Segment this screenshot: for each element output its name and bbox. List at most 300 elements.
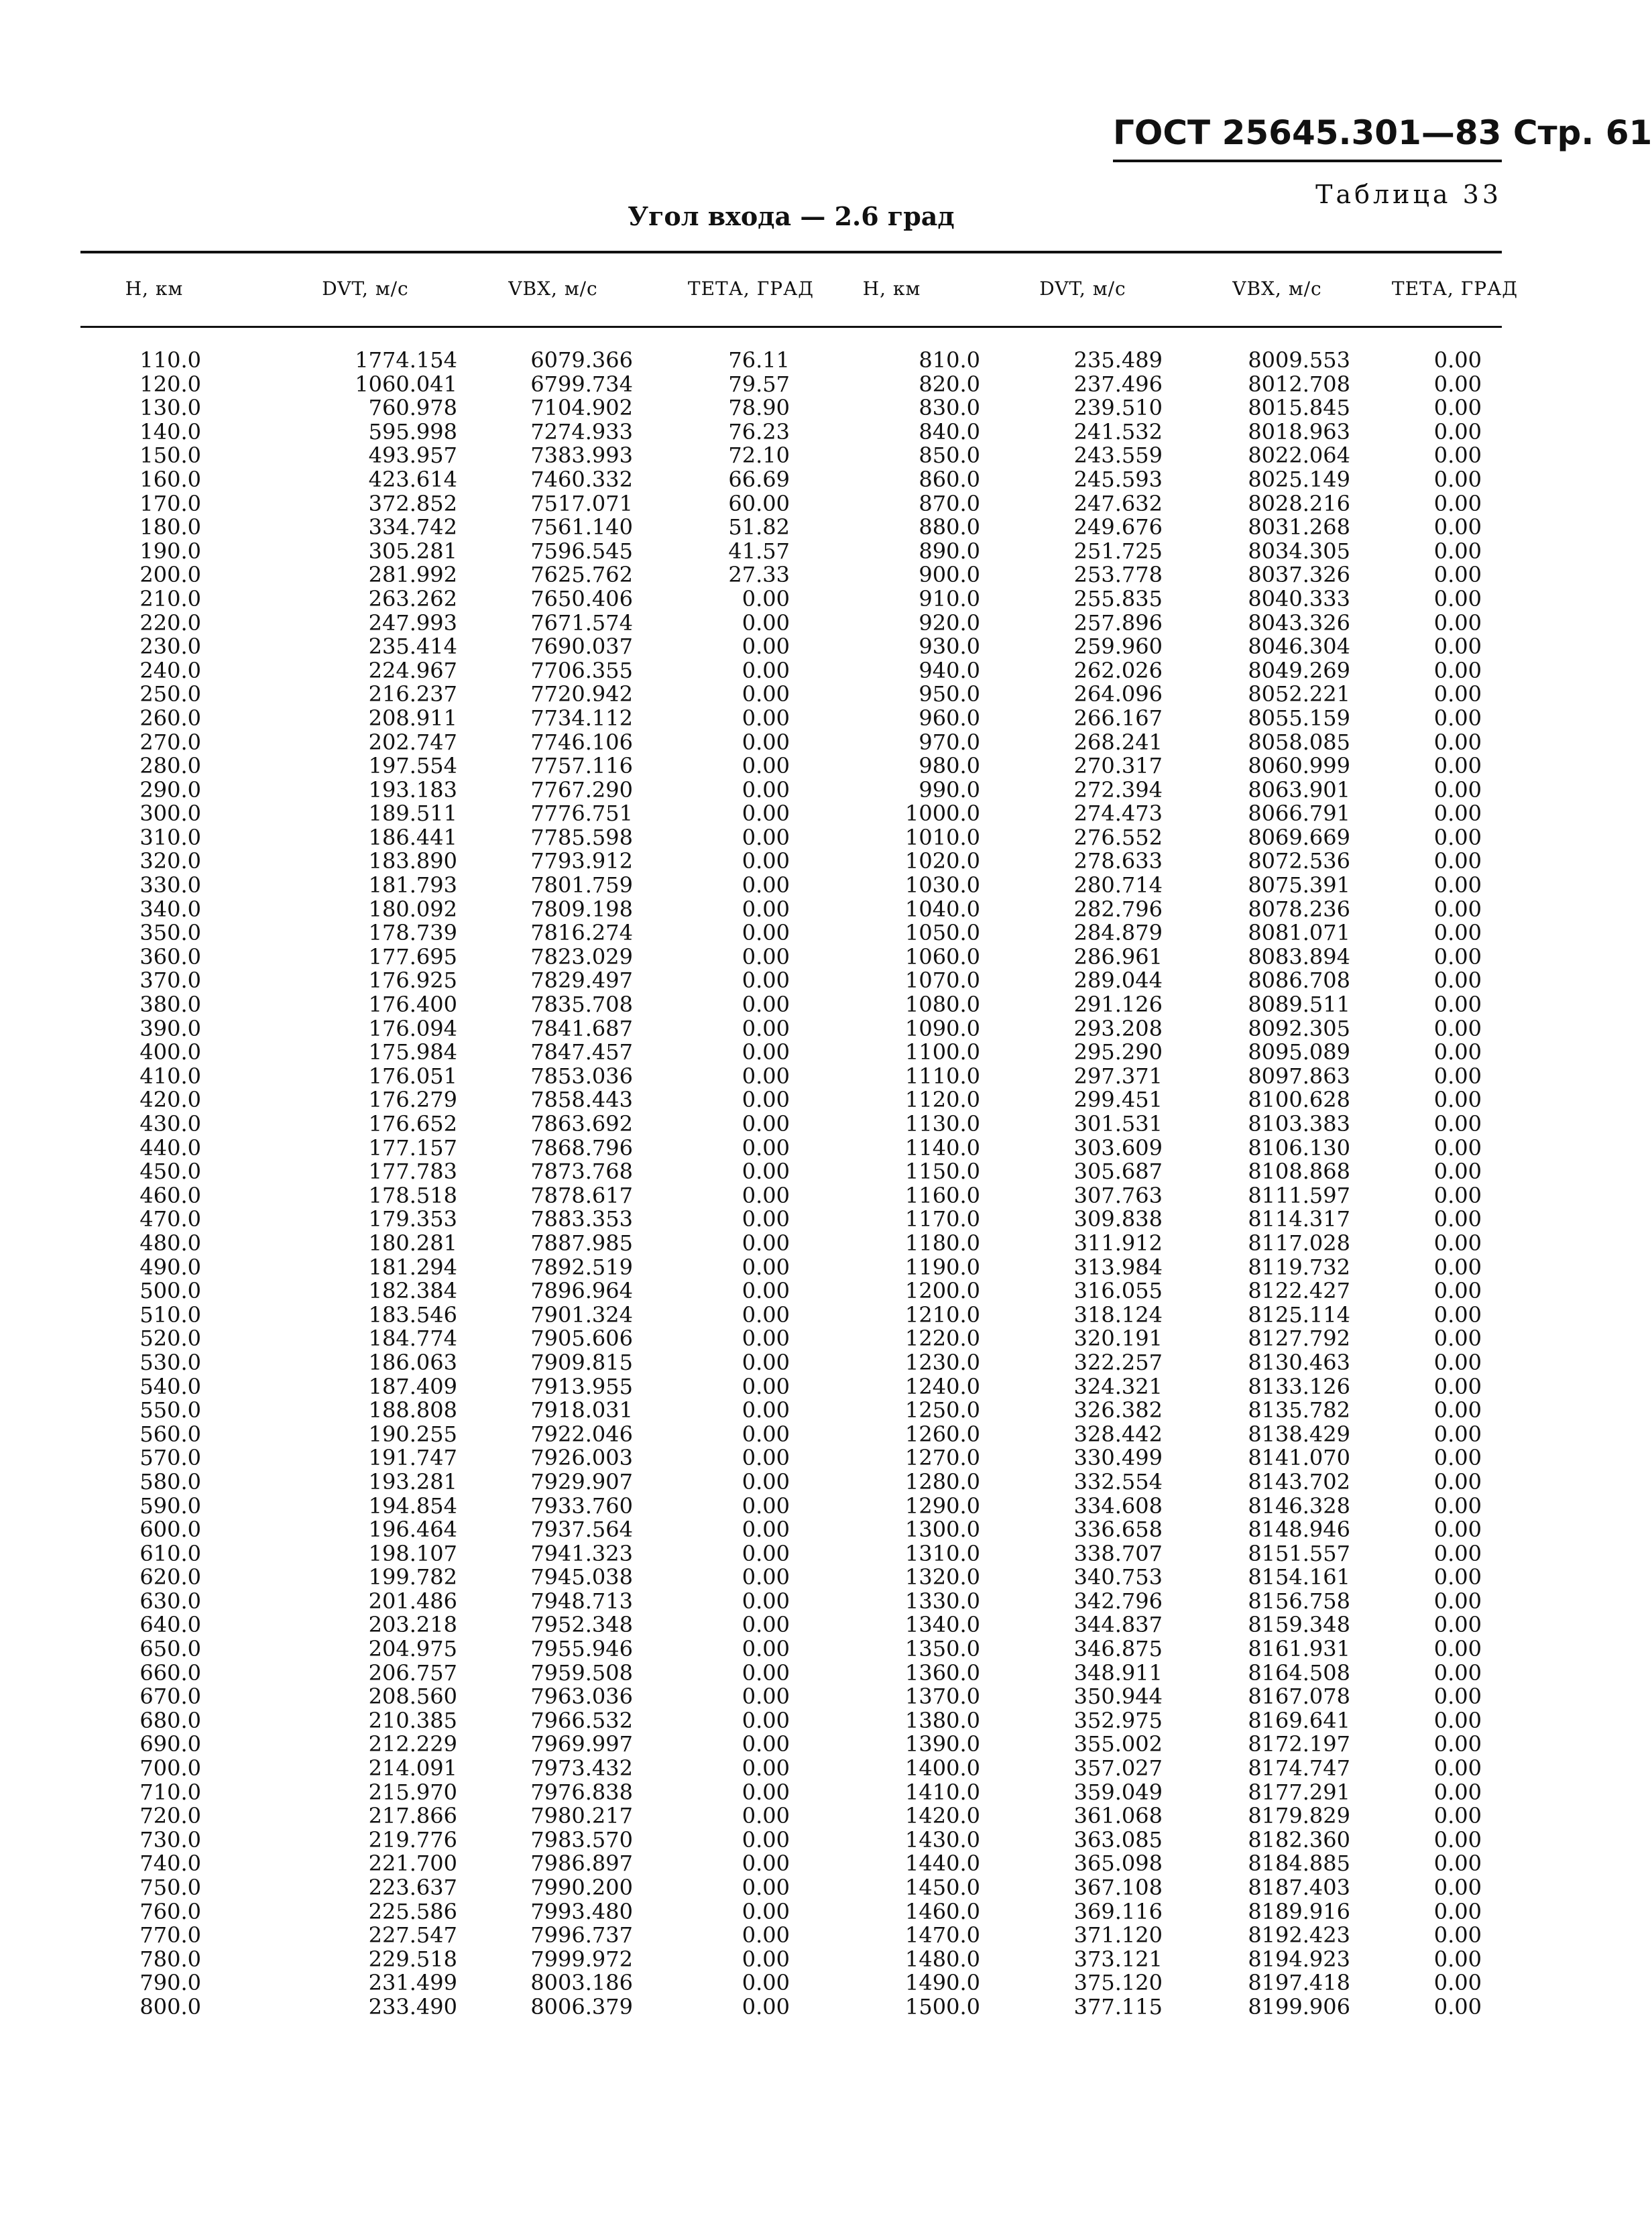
table-row <box>80 898 1502 922</box>
cell-h-km-right: 840.0 <box>919 418 980 445</box>
cell-dvt: 1060.041 <box>355 371 457 397</box>
cell-teta: 41.57 <box>728 538 790 564</box>
cell-dvt-right: 268.241 <box>1073 729 1163 755</box>
cell-h-km: 700.0 <box>139 1755 201 1781</box>
cell-dvt-right: 251.725 <box>1073 538 1163 564</box>
table-row <box>80 1661 1502 1686</box>
cell-dvt: 214.091 <box>368 1755 457 1781</box>
table-row <box>80 1733 1502 1757</box>
cell-dvt-right: 257.896 <box>1073 609 1163 636</box>
cell-vbx-right: 8154.161 <box>1248 1564 1350 1590</box>
cell-dvt: 305.281 <box>368 538 457 564</box>
cell-dvt-right: 371.120 <box>1073 1922 1163 1948</box>
cell-dvt-right: 276.552 <box>1073 824 1163 850</box>
table-row <box>80 1637 1502 1661</box>
table-row <box>80 1495 1502 1519</box>
cell-vbx: 7973.432 <box>530 1755 633 1781</box>
cell-h-km-right: 1500.0 <box>905 1993 980 2020</box>
cell-teta-right: 0.00 <box>1433 1612 1482 1638</box>
cell-dvt-right: 367.108 <box>1073 1875 1163 1900</box>
column-header-vbx: VBX, м/с <box>508 278 598 300</box>
cell-teta: 0.00 <box>742 1851 790 1877</box>
cell-teta-right: 0.00 <box>1433 1826 1482 1853</box>
cell-h-km-right: 900.0 <box>919 562 980 588</box>
cell-teta-right: 0.00 <box>1433 1540 1482 1566</box>
table-row <box>80 1112 1502 1136</box>
cell-dvt-right: 375.120 <box>1073 1970 1163 1996</box>
cell-vbx: 7720.942 <box>530 681 633 707</box>
cell-teta-right: 0.00 <box>1433 609 1482 636</box>
cell-teta: 0.00 <box>742 1301 790 1328</box>
table-row <box>80 1423 1502 1447</box>
cell-vbx-right: 8066.791 <box>1248 801 1350 827</box>
cell-dvt-right: 313.984 <box>1073 1254 1163 1280</box>
cell-vbx-right: 8081.071 <box>1248 920 1350 946</box>
cell-h-km-right: 1460.0 <box>905 1898 980 1924</box>
cell-teta: 0.00 <box>742 609 790 636</box>
cell-teta-right: 0.00 <box>1433 585 1482 611</box>
cell-dvt: 196.464 <box>368 1517 457 1543</box>
table-row <box>80 516 1502 540</box>
cell-h-km: 440.0 <box>139 1134 201 1161</box>
cell-dvt: 233.490 <box>368 1993 457 2020</box>
cell-h-km-right: 1170.0 <box>905 1206 980 1232</box>
cell-vbx: 7841.687 <box>530 1015 633 1041</box>
cell-vbx: 7878.617 <box>530 1182 633 1208</box>
cell-teta: 51.82 <box>728 514 790 540</box>
column-header-teta-right: ТЕТА, ГРАД <box>1391 278 1519 300</box>
table-row <box>80 540 1502 564</box>
cell-dvt: 203.218 <box>368 1612 457 1638</box>
cell-h-km-right: 830.0 <box>919 395 980 421</box>
cell-teta: 0.00 <box>742 1875 790 1900</box>
cell-h-km: 790.0 <box>139 1970 201 1996</box>
cell-dvt-right: 259.960 <box>1073 634 1163 660</box>
table-row <box>80 1828 1502 1853</box>
cell-teta-right: 0.00 <box>1433 1946 1482 1972</box>
cell-teta: 0.00 <box>742 1326 790 1352</box>
cell-vbx: 7955.946 <box>530 1636 633 1662</box>
cell-h-km-right: 920.0 <box>919 609 980 636</box>
cell-vbx: 7460.332 <box>530 466 633 492</box>
cell-h-km: 530.0 <box>139 1349 201 1375</box>
cell-vbx: 7767.290 <box>530 776 633 803</box>
cell-vbx-right: 8192.423 <box>1248 1922 1350 1948</box>
cell-vbx: 6799.734 <box>530 371 633 397</box>
table-row <box>80 731 1502 755</box>
cell-h-km: 710.0 <box>139 1779 201 1805</box>
cell-h-km-right: 1230.0 <box>905 1349 980 1375</box>
cell-vbx: 7887.985 <box>530 1230 633 1256</box>
cell-dvt-right: 373.121 <box>1073 1946 1163 1972</box>
cell-vbx-right: 8111.597 <box>1248 1182 1350 1208</box>
cell-vbx: 8003.186 <box>530 1970 633 1996</box>
cell-dvt: 178.739 <box>368 920 457 946</box>
cell-vbx-right: 8164.508 <box>1248 1659 1350 1686</box>
cell-h-km: 110.0 <box>139 347 201 373</box>
cell-teta: 0.00 <box>742 1254 790 1280</box>
table-row <box>80 826 1502 850</box>
cell-h-km: 610.0 <box>139 1540 201 1566</box>
table-row <box>80 1208 1502 1232</box>
cell-teta: 0.00 <box>742 634 790 660</box>
cell-vbx: 7948.713 <box>530 1588 633 1614</box>
cell-dvt-right: 249.676 <box>1073 514 1163 540</box>
cell-vbx-right: 8034.305 <box>1248 538 1350 564</box>
table-row <box>80 444 1502 468</box>
cell-h-km-right: 870.0 <box>919 490 980 516</box>
cell-teta-right: 0.00 <box>1433 1349 1482 1375</box>
cell-vbx-right: 8018.963 <box>1248 418 1350 445</box>
cell-vbx-right: 8043.326 <box>1248 609 1350 636</box>
cell-h-km-right: 1400.0 <box>905 1755 980 1781</box>
cell-h-km: 470.0 <box>139 1206 201 1232</box>
cell-teta: 0.00 <box>742 943 790 970</box>
cell-h-km: 510.0 <box>139 1301 201 1328</box>
cell-vbx-right: 8199.906 <box>1248 1993 1350 2020</box>
cell-dvt-right: 305.687 <box>1073 1159 1163 1185</box>
cell-dvt: 176.925 <box>368 968 457 994</box>
cell-h-km-right: 1210.0 <box>905 1301 980 1328</box>
table-row <box>80 349 1502 373</box>
cell-teta-right: 0.00 <box>1433 562 1482 588</box>
cell-vbx: 7959.508 <box>530 1659 633 1686</box>
cell-vbx-right: 8167.078 <box>1248 1684 1350 1710</box>
cell-h-km: 620.0 <box>139 1564 201 1590</box>
cell-dvt: 223.637 <box>368 1875 457 1900</box>
table-row <box>80 1065 1502 1089</box>
cell-teta: 0.00 <box>742 1588 790 1614</box>
cell-dvt-right: 303.609 <box>1073 1134 1163 1161</box>
cell-h-km: 540.0 <box>139 1373 201 1399</box>
cell-h-km: 340.0 <box>139 896 201 922</box>
cell-vbx-right: 8125.114 <box>1248 1301 1350 1328</box>
cell-dvt: 227.547 <box>368 1922 457 1948</box>
cell-vbx: 7986.897 <box>530 1851 633 1877</box>
table-row <box>80 945 1502 970</box>
table-row <box>80 611 1502 636</box>
cell-teta: 0.00 <box>742 1397 790 1423</box>
cell-vbx-right: 8141.070 <box>1248 1445 1350 1471</box>
cell-h-km: 150.0 <box>139 443 201 469</box>
cell-dvt: 208.911 <box>368 705 457 731</box>
cell-h-km-right: 1090.0 <box>905 1015 980 1041</box>
cell-teta-right: 0.00 <box>1433 1397 1482 1423</box>
cell-teta: 0.00 <box>742 1278 790 1304</box>
cell-h-km: 570.0 <box>139 1445 201 1471</box>
cell-h-km-right: 960.0 <box>919 705 980 731</box>
cell-h-km: 290.0 <box>139 776 201 803</box>
cell-vbx: 7941.323 <box>530 1540 633 1566</box>
cell-dvt: 225.586 <box>368 1898 457 1924</box>
table-row <box>80 1232 1502 1256</box>
cell-dvt: 1774.154 <box>355 347 457 373</box>
cell-vbx-right: 8086.708 <box>1248 968 1350 994</box>
cell-teta: 0.00 <box>742 1493 790 1519</box>
cell-teta-right: 0.00 <box>1433 1755 1482 1781</box>
cell-teta-right: 0.00 <box>1433 1659 1482 1686</box>
cell-vbx: 7896.964 <box>530 1278 633 1304</box>
cell-dvt: 760.978 <box>368 395 457 421</box>
cell-dvt-right: 346.875 <box>1073 1636 1163 1662</box>
cell-h-km: 120.0 <box>139 371 201 397</box>
cell-h-km-right: 1450.0 <box>905 1875 980 1900</box>
cell-dvt: 191.747 <box>368 1445 457 1471</box>
cell-h-km-right: 1490.0 <box>905 1970 980 1996</box>
cell-teta: 0.00 <box>742 1946 790 1972</box>
cell-teta-right: 0.00 <box>1433 1517 1482 1543</box>
cell-teta: 0.00 <box>742 1898 790 1924</box>
cell-dvt-right: 247.632 <box>1073 490 1163 516</box>
cell-vbx-right: 8179.829 <box>1248 1803 1350 1829</box>
cell-dvt-right: 328.442 <box>1073 1421 1163 1447</box>
cell-h-km-right: 1300.0 <box>905 1517 980 1543</box>
cell-vbx-right: 8182.360 <box>1248 1826 1350 1853</box>
cell-teta-right: 0.00 <box>1433 1993 1482 2020</box>
cell-dvt-right: 245.593 <box>1073 466 1163 492</box>
cell-teta-right: 0.00 <box>1433 1182 1482 1208</box>
cell-h-km: 180.0 <box>139 514 201 540</box>
cell-teta-right: 0.00 <box>1433 1373 1482 1399</box>
cell-h-km: 370.0 <box>139 968 201 994</box>
cell-teta: 0.00 <box>742 681 790 707</box>
cell-h-km-right: 1130.0 <box>905 1111 980 1136</box>
cell-teta: 72.10 <box>728 443 790 469</box>
table-row <box>80 587 1502 611</box>
cell-teta: 66.69 <box>728 466 790 492</box>
cell-h-km-right: 1260.0 <box>905 1421 980 1447</box>
cell-vbx-right: 8063.901 <box>1248 776 1350 803</box>
cell-dvt: 212.229 <box>368 1731 457 1757</box>
cell-dvt: 176.400 <box>368 992 457 1018</box>
cell-vbx: 7873.768 <box>530 1159 633 1185</box>
cell-dvt-right: 342.796 <box>1073 1588 1163 1614</box>
cell-h-km-right: 880.0 <box>919 514 980 540</box>
cell-h-km: 680.0 <box>139 1707 201 1733</box>
cell-dvt-right: 365.098 <box>1073 1851 1163 1877</box>
cell-teta-right: 0.00 <box>1433 992 1482 1018</box>
cell-h-km: 660.0 <box>139 1659 201 1686</box>
cell-teta: 0.00 <box>742 1063 790 1089</box>
cell-teta: 0.00 <box>742 1015 790 1041</box>
cell-vbx-right: 8089.511 <box>1248 992 1350 1018</box>
cell-h-km: 560.0 <box>139 1421 201 1447</box>
cell-teta-right: 0.00 <box>1433 1731 1482 1757</box>
cell-vbx-right: 8046.304 <box>1248 634 1350 660</box>
cell-dvt: 216.237 <box>368 681 457 707</box>
table-row <box>80 468 1502 492</box>
cell-vbx-right: 8159.348 <box>1248 1612 1350 1638</box>
cell-teta: 0.00 <box>742 1540 790 1566</box>
cell-teta: 0.00 <box>742 1707 790 1733</box>
cell-vbx: 7918.031 <box>530 1397 633 1423</box>
cell-vbx-right: 8174.747 <box>1248 1755 1350 1781</box>
cell-dvt: 178.518 <box>368 1182 457 1208</box>
cell-teta-right: 0.00 <box>1433 1301 1482 1328</box>
cell-h-km: 670.0 <box>139 1684 201 1710</box>
cell-teta: 0.00 <box>742 1684 790 1710</box>
cell-dvt: 180.092 <box>368 896 457 922</box>
cell-dvt-right: 243.559 <box>1073 443 1163 469</box>
cell-vbx: 7858.443 <box>530 1087 633 1113</box>
cell-h-km-right: 1120.0 <box>905 1087 980 1113</box>
cell-vbx: 7734.112 <box>530 705 633 731</box>
cell-dvt: 221.700 <box>368 1851 457 1877</box>
cell-vbx-right: 8069.669 <box>1248 824 1350 850</box>
table-row <box>80 1184 1502 1208</box>
cell-dvt-right: 369.116 <box>1073 1898 1163 1924</box>
column-header-h-km-right: H, км <box>862 278 921 300</box>
cell-vbx-right: 8095.089 <box>1248 1039 1350 1065</box>
table-row <box>80 373 1502 397</box>
cell-dvt: 334.742 <box>368 514 457 540</box>
table-row <box>80 1566 1502 1590</box>
cell-teta-right: 0.00 <box>1433 1039 1482 1065</box>
cell-vbx-right: 8083.894 <box>1248 943 1350 970</box>
cell-teta: 0.00 <box>742 992 790 1018</box>
table-row <box>80 754 1502 778</box>
cell-h-km: 650.0 <box>139 1636 201 1662</box>
cell-teta: 0.00 <box>742 1373 790 1399</box>
cell-teta: 0.00 <box>742 585 790 611</box>
cell-vbx-right: 8133.126 <box>1248 1373 1350 1399</box>
table-row <box>80 635 1502 659</box>
cell-teta: 0.00 <box>742 1826 790 1853</box>
cell-teta: 0.00 <box>742 1230 790 1256</box>
cell-h-km: 500.0 <box>139 1278 201 1304</box>
cell-h-km: 520.0 <box>139 1326 201 1352</box>
cell-h-km: 800.0 <box>139 1993 201 2020</box>
cell-vbx: 7793.912 <box>530 848 633 874</box>
cell-dvt: 189.511 <box>368 801 457 827</box>
table-row <box>80 778 1502 803</box>
cell-vbx: 7104.902 <box>530 395 633 421</box>
cell-dvt: 182.384 <box>368 1278 457 1304</box>
cell-dvt: 183.546 <box>368 1301 457 1328</box>
cell-vbx: 7690.037 <box>530 634 633 660</box>
cell-h-km: 270.0 <box>139 729 201 755</box>
cell-h-km: 210.0 <box>139 585 201 611</box>
cell-dvt-right: 301.531 <box>1073 1111 1163 1136</box>
column-header-vbx-right: VBX, м/с <box>1232 278 1322 300</box>
cell-teta-right: 0.00 <box>1433 801 1482 827</box>
cell-dvt: 176.652 <box>368 1111 457 1136</box>
cell-teta: 0.00 <box>742 824 790 850</box>
cell-teta-right: 0.00 <box>1433 968 1482 994</box>
cell-vbx-right: 8197.418 <box>1248 1970 1350 1996</box>
cell-h-km: 300.0 <box>139 801 201 827</box>
cell-teta: 0.00 <box>742 753 790 779</box>
cell-h-km-right: 1320.0 <box>905 1564 980 1590</box>
cell-vbx: 7999.972 <box>530 1946 633 1972</box>
cell-dvt-right: 262.026 <box>1073 657 1163 683</box>
cell-h-km: 320.0 <box>139 848 201 874</box>
cell-h-km: 350.0 <box>139 920 201 946</box>
cell-vbx-right: 8146.328 <box>1248 1493 1350 1519</box>
cell-vbx-right: 8106.130 <box>1248 1134 1350 1161</box>
cell-vbx-right: 8103.383 <box>1248 1111 1350 1136</box>
table-row <box>80 1757 1502 1781</box>
cell-teta-right: 0.00 <box>1433 634 1482 660</box>
table-row <box>80 1924 1502 1948</box>
cell-h-km: 400.0 <box>139 1039 201 1065</box>
cell-dvt-right: 270.317 <box>1073 753 1163 779</box>
cell-teta-right: 0.00 <box>1433 1468 1482 1495</box>
cell-vbx: 7853.036 <box>530 1063 633 1089</box>
cell-h-km-right: 1390.0 <box>905 1731 980 1757</box>
column-header-h-km: H, км <box>125 278 184 300</box>
cell-teta: 0.00 <box>742 1636 790 1662</box>
cell-vbx: 7929.907 <box>530 1468 633 1495</box>
cell-dvt: 176.051 <box>368 1063 457 1089</box>
cell-teta: 79.57 <box>728 371 790 397</box>
table-row <box>80 874 1502 898</box>
cell-teta: 0.00 <box>742 1659 790 1686</box>
cell-teta-right: 0.00 <box>1433 1421 1482 1447</box>
table-row <box>80 707 1502 731</box>
table-number: Таблица 33 <box>1315 180 1502 209</box>
cell-teta: 0.00 <box>742 1922 790 1948</box>
cell-vbx-right: 8187.403 <box>1248 1875 1350 1900</box>
cell-vbx-right: 8058.085 <box>1248 729 1350 755</box>
cell-h-km: 750.0 <box>139 1875 201 1900</box>
cell-vbx-right: 8097.863 <box>1248 1063 1350 1089</box>
cell-teta-right: 0.00 <box>1433 776 1482 803</box>
cell-h-km: 160.0 <box>139 466 201 492</box>
cell-dvt: 595.998 <box>368 418 457 445</box>
cell-h-km: 770.0 <box>139 1922 201 1948</box>
cell-teta-right: 0.00 <box>1433 1588 1482 1614</box>
cell-teta-right: 0.00 <box>1433 1063 1482 1089</box>
cell-dvt-right: 340.753 <box>1073 1564 1163 1590</box>
cell-teta: 0.00 <box>742 1349 790 1375</box>
cell-teta: 78.90 <box>728 395 790 421</box>
cell-h-km-right: 1440.0 <box>905 1851 980 1877</box>
cell-h-km-right: 1340.0 <box>905 1612 980 1638</box>
cell-vbx: 7980.217 <box>530 1803 633 1829</box>
cell-teta: 0.00 <box>742 1755 790 1781</box>
cell-h-km-right: 930.0 <box>919 634 980 660</box>
cell-h-km: 190.0 <box>139 538 201 564</box>
cell-vbx-right: 8161.931 <box>1248 1636 1350 1662</box>
cell-vbx: 7650.406 <box>530 585 633 611</box>
cell-teta-right: 0.00 <box>1433 395 1482 421</box>
cell-vbx-right: 8143.702 <box>1248 1468 1350 1495</box>
cell-dvt-right: 361.068 <box>1073 1803 1163 1829</box>
cell-vbx-right: 8135.782 <box>1248 1397 1350 1423</box>
cell-dvt-right: 348.911 <box>1073 1659 1163 1686</box>
cell-dvt-right: 336.658 <box>1073 1517 1163 1543</box>
cell-vbx: 7823.029 <box>530 943 633 970</box>
table-row <box>80 1375 1502 1399</box>
cell-vbx-right: 8189.916 <box>1248 1898 1350 1924</box>
cell-h-km-right: 1220.0 <box>905 1326 980 1352</box>
cell-dvt: 208.560 <box>368 1684 457 1710</box>
cell-dvt: 194.854 <box>368 1493 457 1519</box>
cell-dvt-right: 377.115 <box>1073 1993 1163 2020</box>
cell-h-km-right: 1360.0 <box>905 1659 980 1686</box>
cell-vbx-right: 8100.628 <box>1248 1087 1350 1113</box>
cell-vbx: 7863.692 <box>530 1111 633 1136</box>
cell-dvt: 235.414 <box>368 634 457 660</box>
cell-h-km: 240.0 <box>139 657 201 683</box>
cell-teta-right: 0.00 <box>1433 418 1482 445</box>
cell-h-km-right: 820.0 <box>919 371 980 397</box>
cell-teta-right: 0.00 <box>1433 1898 1482 1924</box>
cell-vbx: 7517.071 <box>530 490 633 516</box>
cell-h-km: 740.0 <box>139 1851 201 1877</box>
cell-vbx-right: 8148.946 <box>1248 1517 1350 1543</box>
